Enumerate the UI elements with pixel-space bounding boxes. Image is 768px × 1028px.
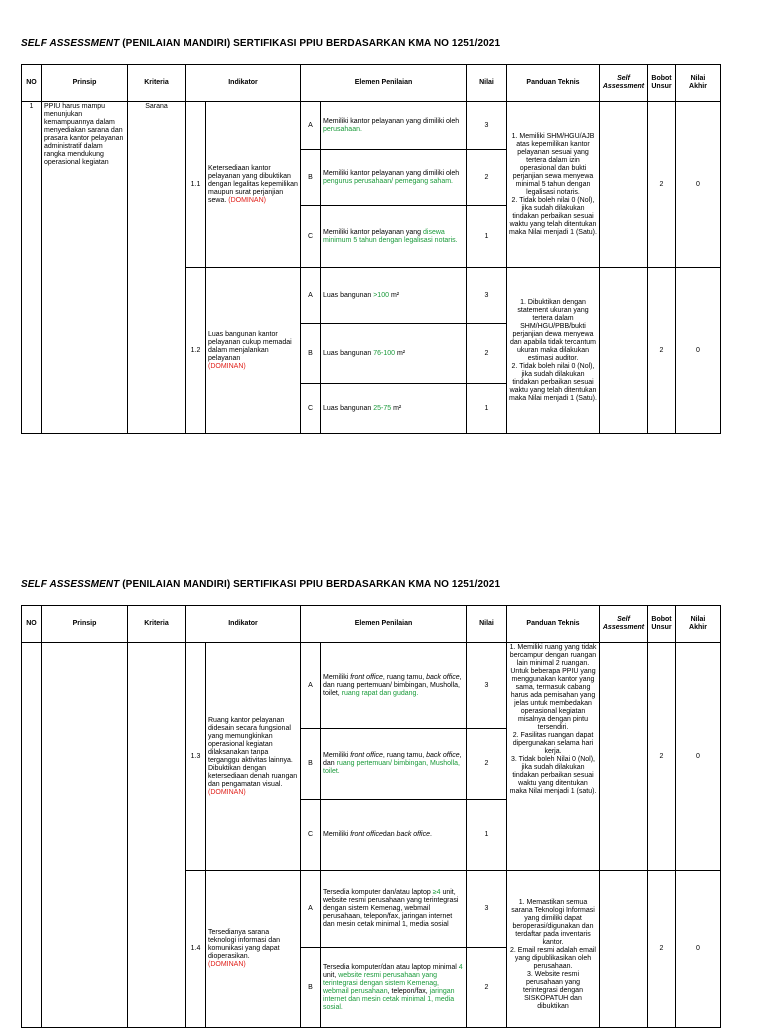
header-no: NO bbox=[22, 65, 42, 102]
header-bobot: Bobot Unsur bbox=[648, 606, 676, 643]
element-code: A bbox=[301, 102, 321, 150]
self-assessment-cell[interactable] bbox=[600, 643, 648, 871]
header-indikator: Indikator bbox=[186, 606, 301, 643]
assessment-table-1 bbox=[21, 64, 721, 434]
nilai-akhir-value: 0 bbox=[676, 643, 721, 871]
nilai-akhir-value: 0 bbox=[676, 102, 721, 268]
bobot-value: 2 bbox=[648, 871, 676, 1028]
element-text: Luas bangunan >100 m² bbox=[321, 268, 467, 324]
panduan-text: 1. Dibuktikan dengan statement ukuran yang tertera dalam SHM/HGU/PBB/bukti perjanjian dewa menyewa dan apabila tidak tercantum ukuran maka dilakukan estimasi auditor. 2. Tidak boleh nilai 0 (Nol), jika sudah dilakukan tindakan perbaikan sesuai waktu yang telah ditentukan maka Nilai menjadi 1 (Satu). bbox=[507, 268, 600, 434]
bobot-value: 2 bbox=[648, 643, 676, 871]
bobot-value: 2 bbox=[648, 268, 676, 434]
element-code: A bbox=[301, 643, 321, 729]
header-prinsip: Prinsip bbox=[42, 606, 128, 643]
element-code: A bbox=[301, 268, 321, 324]
nilai-value: 2 bbox=[467, 729, 507, 800]
title-rest: (PENILAIAN MANDIRI) SERTIFIKASI PPIU BERDASARKAN KMA NO 1251/2021 bbox=[119, 38, 501, 49]
kriteria-text: Sarana bbox=[128, 102, 186, 434]
indikator-text: Ketersediaan kantor pelayanan yang dibuktikan dengan legalitas kepemilikan maupun surat perjanjian sewa. (DOMINAN) bbox=[206, 102, 301, 268]
title-italic: SELF ASSESSMENT bbox=[21, 38, 120, 49]
indikator-number: 1.2 bbox=[186, 268, 206, 434]
header-row bbox=[22, 65, 721, 102]
element-text: Tersedia komputer/dan atau laptop minimal 4 unit, website resmi perusahaan yang terintegrasi dengan sistem Kemenag, webmail perusahaan, telepon/fax, jaringan internet dan mesin cetak minimal 1, media sosial. bbox=[321, 948, 467, 1028]
assessment-table-2 bbox=[21, 605, 721, 1028]
panduan-text: 1. Memiliki ruang yang tidak bercampur dengan ruangan lain minimal 2 ruangan. Untuk beberapa PPIU yang menggunakan kantor yang sama, termasuk cabang harus ada pemisahan yang jelas untuk membedakan operasional kegiatan misalnya dengan pintu tersendiri. 2. Fasilitas ruangan dapat dipergunakan selama hari kerja. 3. Tidak boleh Nilai 0 (Nol), jika sudah dilakukan tindakan perbaikan sesuai waktu yang ditentukan maka Nilai menjadi 1 (satu). bbox=[507, 643, 600, 871]
row-number bbox=[22, 643, 42, 1028]
header-no: NO bbox=[22, 606, 42, 643]
element-text: Memiliki front office, ruang tamu, back office, dan ruang pertemuan/ bimbingan, Musholla, toilet, ruang rapat dan gudang. bbox=[321, 643, 467, 729]
nilai-value: 2 bbox=[467, 150, 507, 206]
element-code: B bbox=[301, 324, 321, 384]
element-code: B bbox=[301, 150, 321, 206]
self-assessment-cell[interactable] bbox=[600, 268, 648, 434]
header-bobot: Bobot Unsur bbox=[648, 65, 676, 102]
indikator-number: 1.1 bbox=[186, 102, 206, 268]
element-text: Memiliki kantor pelayanan yang dimiliki oleh pengurus perusahaan/ pemegang saham. bbox=[321, 150, 467, 206]
page-title bbox=[21, 38, 500, 49]
bobot-value: 2 bbox=[648, 102, 676, 268]
indikator-text: Luas bangunan kantor pelayanan cukup memadai dalam menjalankan pelayanan (DOMINAN) bbox=[206, 268, 301, 434]
panduan-text: 1. Memiliki SHM/HGU/AJB atas kepemilikan kantor pelayanan sesuai yang tertera dalam izin operasional dan bukti perjanjian sewa menyewa minimal 5 tahun dengan legalisasi notaris. 2. Tidak boleh nilai 0 (Nol), jika sudah dilakukan tindakan perbaikan sesuai waktu yang telah ditentukan maka Nilai menjadi 1 (Satu). bbox=[507, 102, 600, 268]
indikator-text: Ruang kantor pelayanan didesain secara fungsional yang memungkinkan operasional kegiatan dilaksanakan tanpa terganggu aktivitas lainnya. Dibuktikan dengan ketersediaan denah ruangan dan pengamatan visual. (DOMINAN) bbox=[206, 643, 301, 871]
indikator-text: Tersedianya sarana teknologi informasi dan komunikasi yang dapat dioperasikan. (DOMINAN) bbox=[206, 871, 301, 1028]
nilai-value: 3 bbox=[467, 268, 507, 324]
header-self-assessment: Self Assessment bbox=[600, 606, 648, 643]
element-text: Luas bangunan 25-75 m² bbox=[321, 384, 467, 434]
nilai-value: 3 bbox=[467, 643, 507, 729]
header-prinsip: Prinsip bbox=[42, 65, 128, 102]
header-self-assessment: Self Assessment bbox=[600, 65, 648, 102]
indikator-number: 1.4 bbox=[186, 871, 206, 1028]
table-row bbox=[22, 102, 721, 150]
header-kriteria: Kriteria bbox=[128, 606, 186, 643]
header-nilai: Nilai bbox=[467, 606, 507, 643]
header-nilai: Nilai bbox=[467, 65, 507, 102]
element-text: Memiliki kantor pelayanan yang dimiliki oleh perusahaan. bbox=[321, 102, 467, 150]
nilai-value: 3 bbox=[467, 102, 507, 150]
header-indikator: Indikator bbox=[186, 65, 301, 102]
self-assessment-cell[interactable] bbox=[600, 102, 648, 268]
panduan-text: 1. Memastikan semua sarana Teknologi Informasi yang dimiliki dapat beroperasi/digunakan dan terdaftar pada inventaris kantor. 2. Email resmi adalah email yang dipublikasikan oleh perusahaan. 3. Website resmi perusahaan yang terintegrasi dengan SISKOPATUH dan dibuktikan bbox=[507, 871, 600, 1028]
header-panduan: Panduan Teknis bbox=[507, 65, 600, 102]
prinsip-text: PPIU harus mampu menunjukan kemampuannya dalam menyediakan sarana dan prasara kantor pelayanan administratif dalam rangka mendukung operasional kegiatan bbox=[42, 102, 128, 434]
title-rest: (PENILAIAN MANDIRI) SERTIFIKASI PPIU BERDASARKAN KMA NO 1251/2021 bbox=[119, 579, 501, 590]
indikator-number: 1.3 bbox=[186, 643, 206, 871]
kriteria-text bbox=[128, 643, 186, 1028]
element-text: Memiliki front officedan back office. bbox=[321, 800, 467, 871]
header-kriteria: Kriteria bbox=[128, 65, 186, 102]
header-panduan: Panduan Teknis bbox=[507, 606, 600, 643]
element-text: Tersedia komputer dan/atau laptop ≥4 unit, website resmi perusahaan yang terintegrasi dengan sistem Kemenag, webmail perusahaan, telepon/fax, jaringan internet dan mesin cetak minimal 1, media sosial bbox=[321, 871, 467, 948]
nilai-value: 2 bbox=[467, 324, 507, 384]
nilai-value: 3 bbox=[467, 871, 507, 948]
nilai-value: 2 bbox=[467, 948, 507, 1028]
header-nilai-akhir: Nilai Akhir bbox=[676, 65, 721, 102]
element-code: B bbox=[301, 729, 321, 800]
header-elemen: Elemen Penilaian bbox=[301, 606, 467, 643]
nilai-value: 1 bbox=[467, 206, 507, 268]
element-code: C bbox=[301, 206, 321, 268]
nilai-value: 1 bbox=[467, 384, 507, 434]
title-italic: SELF ASSESSMENT bbox=[21, 579, 120, 590]
header-elemen: Elemen Penilaian bbox=[301, 65, 467, 102]
header-row bbox=[22, 606, 721, 643]
element-text: Memiliki kantor pelayanan yang disewa minimum 5 tahun dengan legalisasi notaris. bbox=[321, 206, 467, 268]
page-title bbox=[21, 579, 500, 590]
table-row bbox=[22, 643, 721, 729]
element-code: C bbox=[301, 384, 321, 434]
element-code: C bbox=[301, 800, 321, 871]
element-code: B bbox=[301, 948, 321, 1028]
header-nilai-akhir: Nilai Akhir bbox=[676, 606, 721, 643]
element-code: A bbox=[301, 871, 321, 948]
element-text: Memiliki front office, ruang tamu, back office, dan ruang pertemuan/ bimbingan, Musholla, toilet. bbox=[321, 729, 467, 800]
self-assessment-cell[interactable] bbox=[600, 871, 648, 1028]
nilai-value: 1 bbox=[467, 800, 507, 871]
nilai-akhir-value: 0 bbox=[676, 268, 721, 434]
prinsip-text bbox=[42, 643, 128, 1028]
row-number: 1 bbox=[22, 102, 42, 434]
element-text: Luas bangunan 76-100 m² bbox=[321, 324, 467, 384]
nilai-akhir-value: 0 bbox=[676, 871, 721, 1028]
